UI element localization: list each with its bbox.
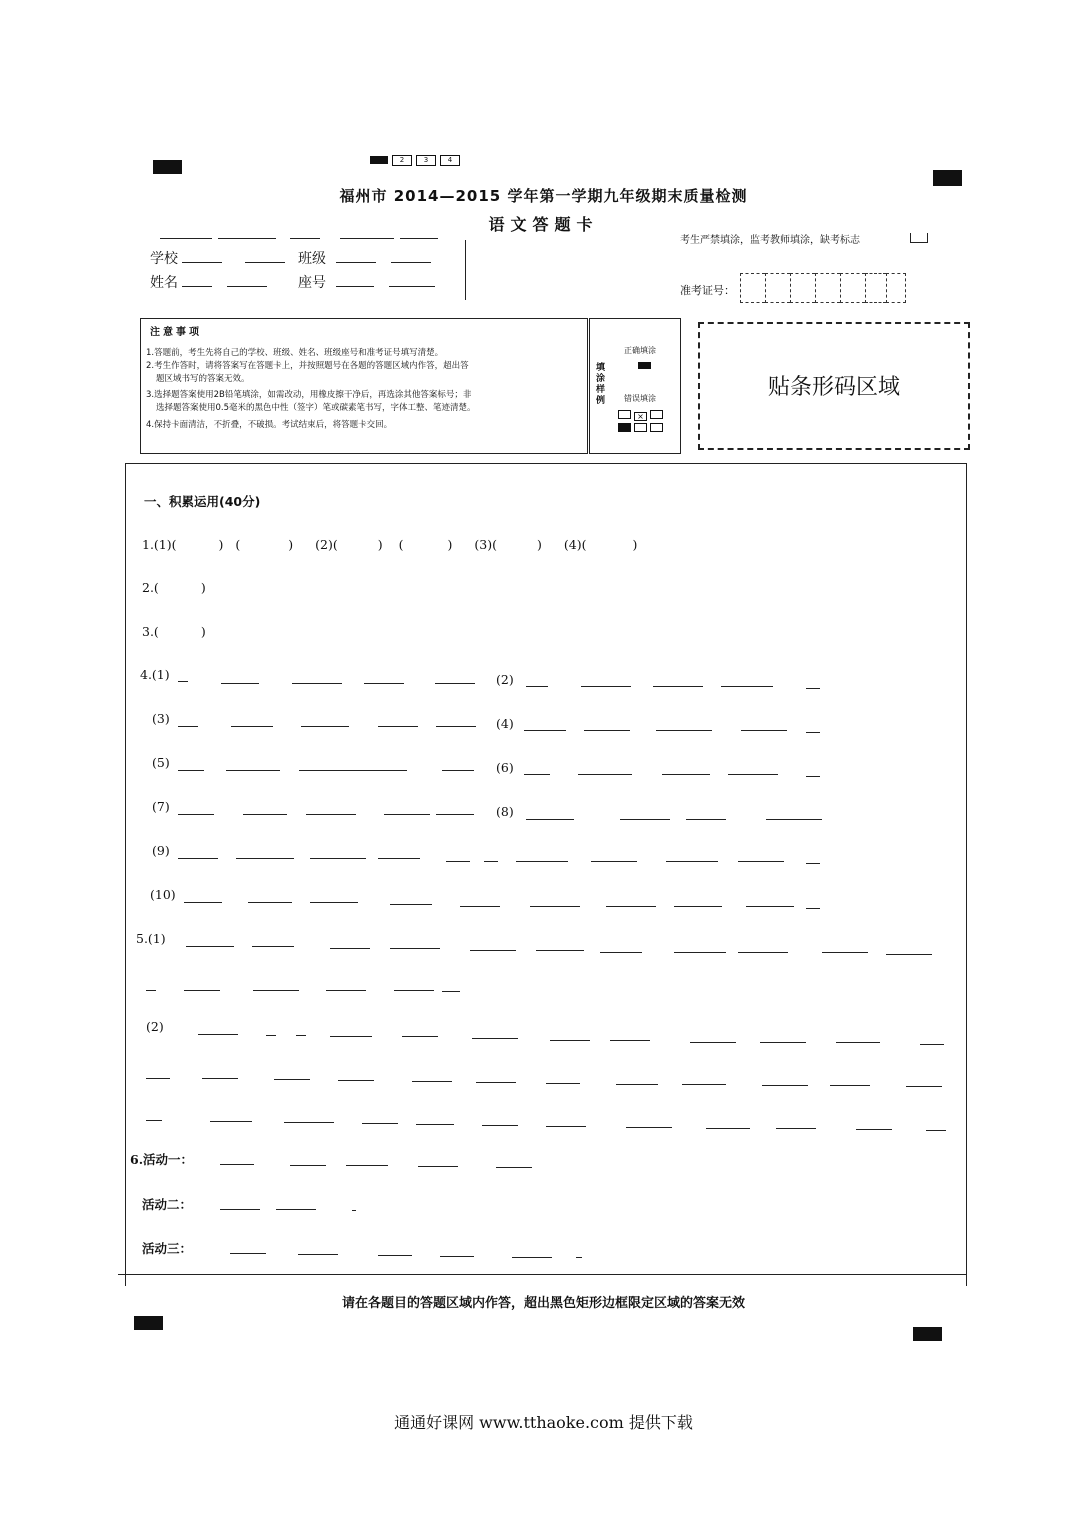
answer-line[interactable] [690,1042,736,1043]
answer-line[interactable] [378,726,418,727]
page-title: 福州市 2014—2015 学年第一学期九年级期末质量检测 [339,187,748,205]
answer-line[interactable] [666,861,718,862]
answer-line[interactable] [512,1257,552,1258]
answer-line[interactable] [822,952,868,953]
answer-line[interactable] [591,861,637,862]
answer-line[interactable] [202,1078,238,1079]
answer-line[interactable] [274,1079,310,1080]
answer-line[interactable] [836,1042,880,1043]
answer-line[interactable] [402,1036,438,1037]
page-tab-current [370,156,388,164]
answer-line[interactable] [662,774,710,775]
class-field[interactable] [336,262,376,263]
answer-line[interactable] [306,814,356,815]
answer-line[interactable] [926,1130,946,1131]
exam-id-box[interactable] [886,273,906,303]
answer-line[interactable] [284,1122,334,1123]
answer-area [125,463,967,1286]
answer-line[interactable] [378,1255,412,1256]
q1-bracket: ( [398,537,404,552]
answer-line[interactable] [686,819,726,820]
school-field-2[interactable] [245,262,285,263]
answer-line[interactable] [476,1082,516,1083]
answer-line[interactable] [362,1123,398,1124]
corner-marker-top-right [933,170,962,186]
answer-line[interactable] [436,814,474,815]
notice-item: 3.选择题答案使用2B铅笔填涂，如需改动，用橡皮擦干净后，再选涂其他答案标号；非 [146,390,472,400]
answer-line[interactable] [526,686,548,687]
correct-fill-label: 正确填涂 [624,346,656,355]
answer-line[interactable] [220,1209,260,1210]
q1-sub-4: (4)( [563,537,587,552]
barcode-label: 贴条形码区域 [767,375,900,400]
answer-line[interactable] [524,730,566,731]
answer-line[interactable] [326,990,366,991]
answer-line[interactable] [231,726,273,727]
q4-8-label: (8) [496,804,514,819]
answer-line[interactable] [299,770,407,771]
q1-bracket: ) [447,537,453,552]
answer-line[interactable] [706,1128,750,1129]
answer-line[interactable] [346,1165,388,1166]
answer-area-bottom-border [118,1274,966,1275]
answer-line[interactable] [526,819,574,820]
answer-line[interactable] [906,1086,942,1087]
answer-line[interactable] [806,908,820,909]
q4-1-label: 4.(1) [140,667,170,682]
answer-line[interactable] [776,1128,816,1129]
answer-line[interactable] [394,990,434,991]
q4-9-label: (9) [152,843,170,858]
corner-marker-bottom-left [134,1316,163,1330]
q1-bracket: ) [218,537,224,552]
q1-sub-2: (2)( [315,537,338,552]
q5-1-label: 5.(1) [136,931,166,946]
page-subtitle: 语文答题卡 [488,215,599,234]
answer-line[interactable] [230,1253,266,1254]
absent-note-label: 考生严禁填涂，监考教师填涂，缺考标志 [680,235,860,246]
fill-example-box [589,318,681,454]
answer-line[interactable] [616,1084,658,1085]
seat-label: 座号 [298,275,326,291]
exam-id-box[interactable] [840,273,865,303]
q6-activity-2-label: 活动二： [142,1197,193,1212]
notice-title: 注意事项 [150,327,202,338]
notice-item: 1.答题前，考生先将自己的学校、班级、姓名、班级座号和准考证号填写清楚。 [146,348,444,358]
answer-line[interactable] [728,774,778,775]
answer-line[interactable] [886,954,932,955]
answer-line[interactable] [418,1166,458,1167]
section-heading: 一、积累运用(40分) [144,494,261,509]
answer-line[interactable] [806,863,820,864]
answer-line[interactable] [656,730,712,731]
barcode-area [698,322,970,450]
q2-label: 2.( [142,580,159,595]
q1-bracket: ) [377,537,383,552]
q1-bracket: ) [288,537,294,552]
answer-line[interactable] [178,770,204,771]
answer-line[interactable] [186,946,234,947]
notice-box [140,318,588,454]
class-label: 班级 [298,251,326,267]
answer-line[interactable] [746,906,794,907]
answer-line[interactable] [330,1036,372,1037]
notice-item: 2.考生作答时，请将答案写在答题卡上，并按照题号在各题的答题区域内作答，超出答 [146,361,469,371]
answer-line[interactable] [460,906,500,907]
notice-item: 选择题答案使用0.5毫米的黑色中性（签字）笔或碳素笔书写，字体工整、笔迹清楚。 [156,403,476,413]
corner-marker-bottom-right [913,1327,942,1341]
answer-line[interactable] [253,990,299,991]
q6-activity-3-label: 活动三： [142,1241,193,1256]
answer-line[interactable] [184,902,222,903]
answer-line[interactable] [682,1084,726,1085]
answer-line[interactable] [184,990,220,991]
wrong-fill-label: 错误填涂 [624,394,656,403]
question-1[interactable] [142,537,637,552]
answer-line[interactable] [470,950,516,951]
exam-id-boxes[interactable] [740,273,906,303]
answer-line[interactable] [610,1040,650,1041]
notice-item: 题区域书写的答案无效。 [156,374,250,384]
answer-line[interactable] [653,686,703,687]
q1-bracket: ) [536,537,542,552]
answer-line[interactable] [920,1044,944,1045]
answer-line[interactable] [536,950,584,951]
answer-line[interactable] [830,1085,870,1086]
page-tabs [370,155,460,165]
answer-line[interactable] [440,1256,474,1257]
answer-line[interactable] [210,1121,252,1122]
answer-line[interactable] [220,1164,254,1165]
answer-line[interactable] [298,1254,338,1255]
answer-line[interactable] [806,688,820,689]
class-field-2[interactable] [391,262,431,263]
name-field-2[interactable] [227,286,267,287]
answer-line[interactable] [435,683,475,684]
answer-line[interactable] [856,1129,892,1130]
answer-line[interactable] [738,952,788,953]
answer-line[interactable] [546,1126,586,1127]
answer-line[interactable] [442,991,460,992]
answer-line[interactable] [198,1034,238,1035]
answer-line[interactable] [378,858,420,859]
answer-line[interactable] [178,681,188,682]
student-info-box [140,240,466,300]
answer-line[interactable] [578,774,632,775]
answer-line[interactable] [584,730,630,731]
question-3[interactable] [142,624,206,639]
answer-line[interactable] [516,861,568,862]
q1-bracket: ) [632,537,638,552]
answer-line[interactable] [296,1035,306,1036]
answer-line[interactable] [738,861,784,862]
answer-line[interactable] [806,732,820,733]
answer-line[interactable] [146,1078,170,1079]
answer-line[interactable] [146,1120,162,1121]
answer-line[interactable] [436,726,476,727]
answer-line[interactable] [310,858,366,859]
answer-line[interactable] [741,730,787,731]
q4-3-label: (3) [152,711,170,726]
fill-example-label: 填涂样例 [596,363,606,406]
answer-line[interactable] [524,774,550,775]
answer-line[interactable] [384,814,430,815]
answer-line[interactable] [352,1210,356,1211]
answer-line[interactable] [484,861,498,862]
answer-line[interactable] [310,902,358,903]
absent-checkbox[interactable] [910,233,928,243]
footer-note: 请在各题目的答题区域内作答，超出黑色矩形边框限定区域的答案无效 [341,1296,745,1311]
answer-line[interactable] [221,683,259,684]
answer-line[interactable] [276,1209,316,1210]
name-field[interactable] [182,286,212,287]
answer-line[interactable] [482,1125,518,1126]
answer-line[interactable] [600,952,642,953]
answer-line[interactable] [762,1085,808,1086]
q1-label: 1.(1)( [142,537,177,552]
answer-line[interactable] [178,726,198,727]
answer-line[interactable] [442,770,474,771]
answer-line[interactable] [390,904,432,905]
correct-fill-mark [638,362,651,369]
answer-line[interactable] [496,1167,532,1168]
answer-line[interactable] [416,1124,454,1125]
answer-line[interactable] [338,1080,374,1081]
answer-line[interactable] [626,1127,672,1128]
answer-line[interactable] [674,952,726,953]
answer-line[interactable] [330,948,370,949]
exam-id-box[interactable] [765,273,790,303]
answer-line[interactable] [472,1038,518,1039]
answer-line[interactable] [760,1042,806,1043]
answer-line[interactable] [243,814,287,815]
answer-line[interactable] [146,990,156,991]
answer-line[interactable] [290,1165,326,1166]
q6-activity-1-label: 6.活动一： [130,1152,194,1167]
answer-line[interactable] [266,1035,276,1036]
exam-id-box[interactable] [790,273,815,303]
answer-line[interactable] [236,858,294,859]
answer-line[interactable] [178,858,218,859]
answer-line[interactable] [301,726,349,727]
q4-2-label: (2) [496,672,514,687]
answer-line[interactable] [620,819,670,820]
q4-7-label: (7) [152,799,170,814]
page-tab: 2 [392,155,412,166]
answer-line[interactable] [292,683,342,684]
answer-line[interactable] [226,770,280,771]
name-label: 姓名 [150,275,178,291]
q1-sub-3: (3)( [474,537,497,552]
q5-2-label: (2) [146,1019,164,1034]
q4-10-label: (10) [150,887,176,902]
q4-4-label: (4) [496,716,514,731]
exam-id-box[interactable] [815,273,840,303]
site-credit: 通通好课网 www.tthaoke.com 提供下载 [394,1413,693,1432]
answer-line[interactable] [606,906,656,907]
q3-bracket: ) [200,624,206,639]
answer-line[interactable] [721,686,773,687]
answer-line[interactable] [248,902,292,903]
corner-marker-top-left [153,160,182,174]
wrong-fill-marks: × [618,410,678,436]
page-tab: 3 [416,155,436,166]
answer-line[interactable] [674,906,722,907]
question-2[interactable] [142,580,206,595]
seat-field[interactable] [336,286,374,287]
q4-6-label: (6) [496,760,514,775]
answer-line[interactable] [806,776,820,777]
answer-line[interactable] [766,819,822,820]
q2-bracket: ) [200,580,206,595]
answer-line[interactable] [364,683,404,684]
answer-line[interactable] [252,946,294,947]
q1-bracket: ( [235,537,241,552]
answer-line[interactable] [446,861,470,862]
school-field[interactable] [182,262,222,263]
seat-field-2[interactable] [389,286,435,287]
answer-line[interactable] [412,1081,452,1082]
q3-label: 3.( [142,624,159,639]
answer-line[interactable] [390,948,440,949]
school-label: 学校 [150,251,178,267]
answer-line[interactable] [546,1083,580,1084]
exam-id-label: 准考证号： [680,284,735,297]
exam-id-box[interactable] [740,273,765,303]
exam-id-box[interactable] [865,273,886,303]
absent-note [680,231,860,246]
answer-line[interactable] [576,1257,582,1258]
answer-line[interactable] [530,906,580,907]
answer-line[interactable] [178,814,214,815]
q4-5-label: (5) [152,755,170,770]
page-tab: 4 [440,155,460,166]
notice-item: 4.保持卡面清洁，不折叠，不破损。考试结束后，将答题卡交回。 [146,420,393,430]
answer-line[interactable] [550,1040,590,1041]
answer-line[interactable] [581,686,631,687]
